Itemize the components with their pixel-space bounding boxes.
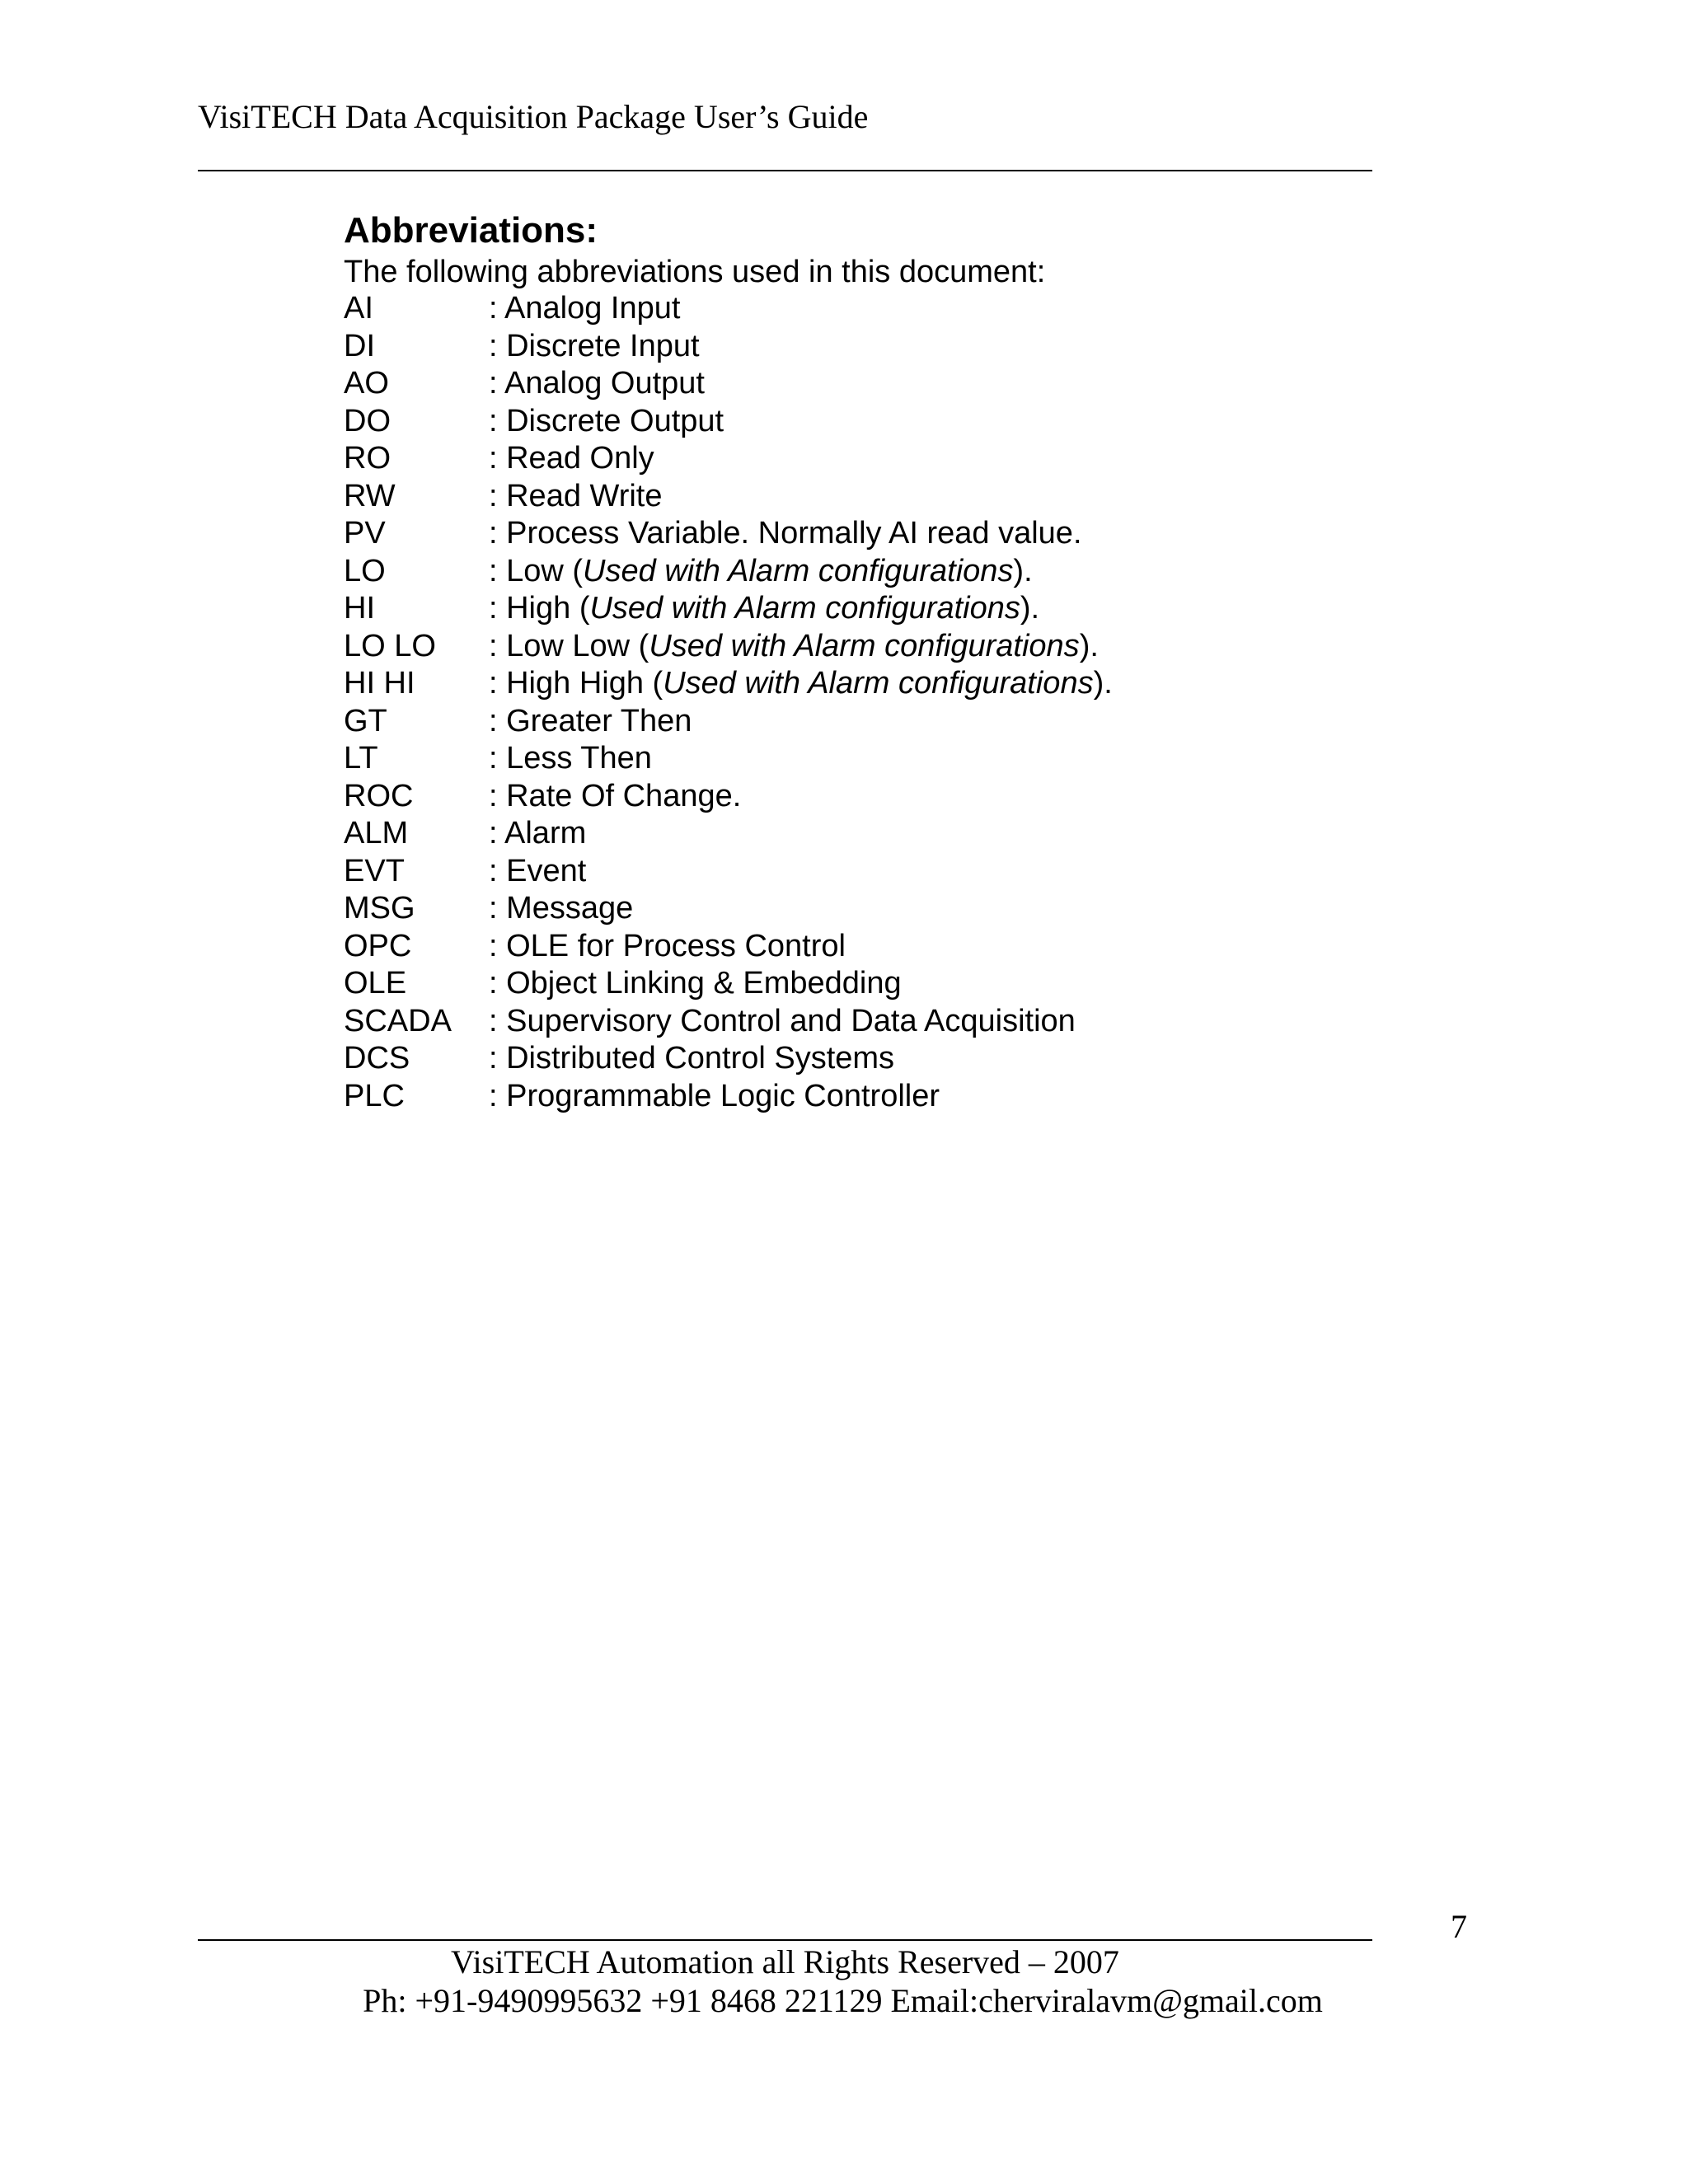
- footer-contact: Ph: +91-9490995632 +91 8468 221129 Email:cherviralavm@gmail.com: [363, 1982, 1323, 2019]
- definition-note: Used with Alarm configurations: [583, 553, 1014, 588]
- abbreviation-term: DO: [344, 403, 391, 438]
- abbreviation-definition: : Greater Then: [489, 703, 692, 738]
- definition-prefix: : Low (: [489, 553, 584, 588]
- abbreviation-term: PLC: [344, 1078, 405, 1113]
- abbreviation-term: LO LO: [344, 628, 436, 663]
- abbreviation-term: OLE: [344, 966, 407, 1001]
- abbreviation-definition: : Programmable Logic Controller: [489, 1078, 940, 1113]
- abbreviation-term: OPC: [344, 928, 412, 963]
- abbreviation-term: SCADA: [344, 1003, 452, 1038]
- page-number: 7: [1451, 1908, 1467, 1945]
- abbreviation-definition: : Read Write: [489, 478, 663, 513]
- abbreviation-definition: : Analog Input: [489, 291, 681, 326]
- header-divider: [198, 170, 1372, 171]
- abbreviation-definition: [489, 628, 1099, 666]
- abbreviation-definition: [489, 590, 1039, 628]
- abbreviation-definition: : Supervisory Control and Data Acquisition: [489, 1003, 1076, 1038]
- definition-prefix: : Low Low (: [489, 628, 649, 663]
- abbreviation-term: RO: [344, 441, 391, 476]
- abbreviation-term: DI: [344, 328, 375, 363]
- abbreviation-term: RW: [344, 478, 396, 513]
- definition-suffix: ).: [1020, 591, 1040, 626]
- abbreviation-definition: [489, 665, 1113, 703]
- definition-suffix: ).: [1079, 628, 1099, 663]
- abbreviation-term: HI: [344, 591, 375, 626]
- abbreviation-term: LT: [344, 741, 378, 776]
- section-heading: Abbreviations:: [344, 210, 598, 251]
- abbreviation-term: PV: [344, 516, 386, 551]
- abbreviation-term: AO: [344, 366, 389, 401]
- abbreviation-term: HI HI: [344, 666, 415, 701]
- abbreviation-term: ROC: [344, 778, 414, 813]
- definition-note: Used with Alarm configurations: [649, 628, 1080, 663]
- definition-note: Used with Alarm configurations: [589, 591, 1020, 626]
- abbreviation-term: GT: [344, 703, 387, 738]
- abbreviation-term: DCS: [344, 1041, 410, 1076]
- definition-prefix: : High High (: [489, 666, 663, 701]
- abbreviation-definition: : Read Only: [489, 441, 654, 476]
- abbreviation-definition: : Discrete Output: [489, 403, 724, 438]
- document-header-title: VisiTECH Data Acquisition Package User’s Guide: [198, 98, 869, 135]
- abbreviation-definition: : Object Linking & Embedding: [489, 966, 902, 1001]
- definition-suffix: ).: [1093, 666, 1113, 701]
- abbreviation-term: EVT: [344, 853, 405, 888]
- abbreviation-term: LO: [344, 553, 386, 588]
- definition-note: Used with Alarm configurations: [663, 666, 1094, 701]
- abbreviation-definition: : Discrete Input: [489, 328, 700, 363]
- footer-divider: [198, 1939, 1372, 1941]
- abbreviation-definition: : Less Then: [489, 741, 652, 776]
- abbreviation-definition: : Rate Of Change.: [489, 778, 742, 813]
- definition-prefix: : High (: [489, 591, 590, 626]
- abbreviation-definition: [489, 553, 1033, 591]
- abbreviation-definition: : Alarm: [489, 816, 587, 851]
- footer-copyright: VisiTECH Automation all Rights Reserved – 2007: [451, 1943, 1119, 1980]
- abbreviation-definition: : Distributed Control Systems: [489, 1041, 895, 1076]
- abbreviation-definition: : Event: [489, 853, 587, 888]
- definition-suffix: ).: [1013, 553, 1033, 588]
- abbreviation-term: AI: [344, 291, 373, 326]
- abbreviation-term: MSG: [344, 891, 415, 926]
- abbreviation-definition: : Analog Output: [489, 366, 705, 401]
- abbreviation-definition: : Message: [489, 891, 634, 926]
- abbreviation-term: ALM: [344, 816, 409, 851]
- abbreviation-definition: : OLE for Process Control: [489, 928, 846, 963]
- abbreviation-definition: : Process Variable. Normally AI read value.: [489, 516, 1082, 551]
- section-intro: The following abbreviations used in this document:: [344, 255, 1046, 289]
